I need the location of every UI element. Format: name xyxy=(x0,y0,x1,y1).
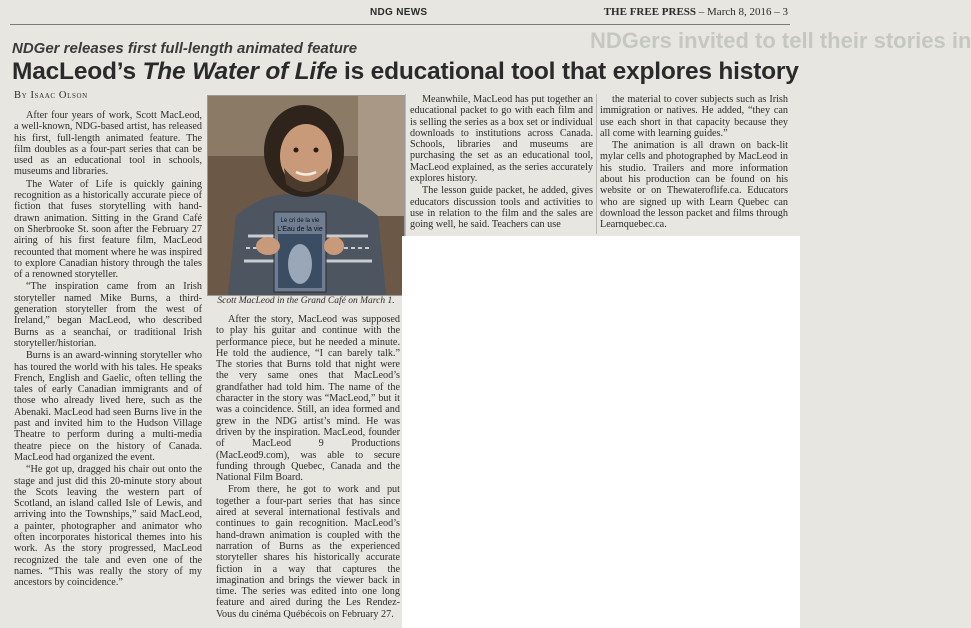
section-name: NDG NEWS xyxy=(370,7,428,18)
paragraph: The lesson guide packet, he added, gives educators discussion tools and activities to use in relation to the film and the sales are going well, he said. Teachers can use xyxy=(410,185,593,231)
paragraph: “He got up, dragged his chair out onto the stage and just did this 20-minute story about the Scots leaving the western part of Scotland, an island called Isle of Lewis, and arriving into the Townships,” said MacLeod, a painter, photographer and animator who often incorporates historical themes into his work. As the story progressed, MacLeod recognized the tale and even one of the names. “This was really the story of my ancestors by coincidence.” xyxy=(14,464,202,589)
page-folio xyxy=(604,6,788,18)
book-cover-top: Le cri de la vie xyxy=(280,218,320,224)
column-1 xyxy=(14,110,202,620)
paragraph: The Water of Life is quickly gaining recognition as a historically accurate piece of fiction that fuses storytelling with hand-drawn animation. Sitting in the Grand Café on Sherbrooke St. soon after the February 27 airing of his first feature film, MacLeod recounted that moment where he was inspired to explore Canadian history through the tales of a renowned storyteller. xyxy=(14,178,202,281)
paragraph: The animation is all drawn on back-lit mylar cells and photographed by MacLeod in his studio. Trailers and more information about his production can be found on his website or on Thewateroflife.ca. Educators who are signed up with Learn Quebec can download the lesson packet and films through Learnquebec.ca. xyxy=(600,140,788,231)
column-rule xyxy=(596,94,597,234)
column-4 xyxy=(600,94,788,234)
headline xyxy=(12,58,799,86)
bleed-through-headline: NDGers invited to tell their stories in xyxy=(590,28,971,53)
photo-illustration xyxy=(208,96,404,295)
book-cover-title: L’Eau de la vie xyxy=(277,226,323,233)
headline-title: The Water of Life xyxy=(142,58,338,85)
blank-page-area xyxy=(402,236,800,628)
paper-name: THE FREE PRESS xyxy=(603,6,697,18)
byline xyxy=(14,90,88,101)
paragraph: After four years of work, Scott MacLeod, a well-known, NDG-based artist, has released his first, full-length animated feature. The film doubles as a four-part series that can be used as an educational tool in schools, museums and libraries. xyxy=(14,110,202,178)
byline-name: Isaac Olson xyxy=(30,90,88,101)
article-photo xyxy=(207,95,405,296)
paragraph: Meanwhile, MacLeod has put together an educational packet to go with each film and is selling the series as a box set or individual downloads to institutions across Canada. Schools, libraries and museums are purchasing the set as an educational tool, MacLeod explained, as the series accurately explores history. xyxy=(410,94,593,185)
column-2 xyxy=(216,314,400,622)
byline-prefix: By xyxy=(14,90,28,101)
kicker: NDGer releases first full-length animated feature xyxy=(12,40,358,57)
headline-part-1: MacLeod’s xyxy=(12,58,143,85)
paragraph: Burns is an award-winning storyteller who has toured the world with his tales. He speaks French, English and Gaelic, often telling the tales of early Canadian immigrants and of those who already lived here, such as the Abenaki. MacLeod had seen Burns live in the past and invited him to the Hudson Village Theatre to perform during a multi-media theatre piece on the history of Canada. MacLeod had organized the event. xyxy=(14,350,202,463)
paragraph: From there, he got to work and put together a four-part series that has since aired at several international festivals and continues to gain recognition. MacLeod’s hand-drawn animation is coupled with the narration of Burns as the experienced storyteller shares his historically accurate fiction in a way that captures the imagination and brings the viewer back in time. The series was edited into one long feature and aired during the Les Rendez-Vous du cinéma Québécois on February 27. xyxy=(216,484,400,620)
paragraph: After the story, MacLeod was supposed to play his guitar and continue with the performance piece, but he needed a minute. He told the audience, “I can barely talk.” The stories that Burns told that night were the very same ones that MacLeod’s grandfather had told him. The name of the character in the story was “MacLeod,” but it was a coincidence. Still, an idea formed and grew in the NDG artist’s mind. He was driven by the inspiration. MacLeod, founder of MacLeod 9 Productions (MacLeod9.com), was able to secure funding through Quebec, Canada and the National Film Board. xyxy=(216,314,400,484)
paragraph: the material to cover subjects such as Irish immigration or natives. He added, “they can use each short in that capacity because they all come with learning guides.” xyxy=(600,94,788,139)
photo-caption: Scott MacLeod in the Grand Café on March 1. xyxy=(217,296,395,306)
paragraph: “The inspiration came from an Irish storyteller named Mike Burns, a third-generation storyteller from the west of Ireland,” began MacLeod, who described Burns as a seanchaí, or traditional Irish storyteller/historian. xyxy=(14,281,202,349)
headline-part-2: is educational tool that explores history xyxy=(337,58,799,85)
column-3 xyxy=(410,94,593,234)
date-page: – March 8, 2016 – 3 xyxy=(696,6,788,18)
